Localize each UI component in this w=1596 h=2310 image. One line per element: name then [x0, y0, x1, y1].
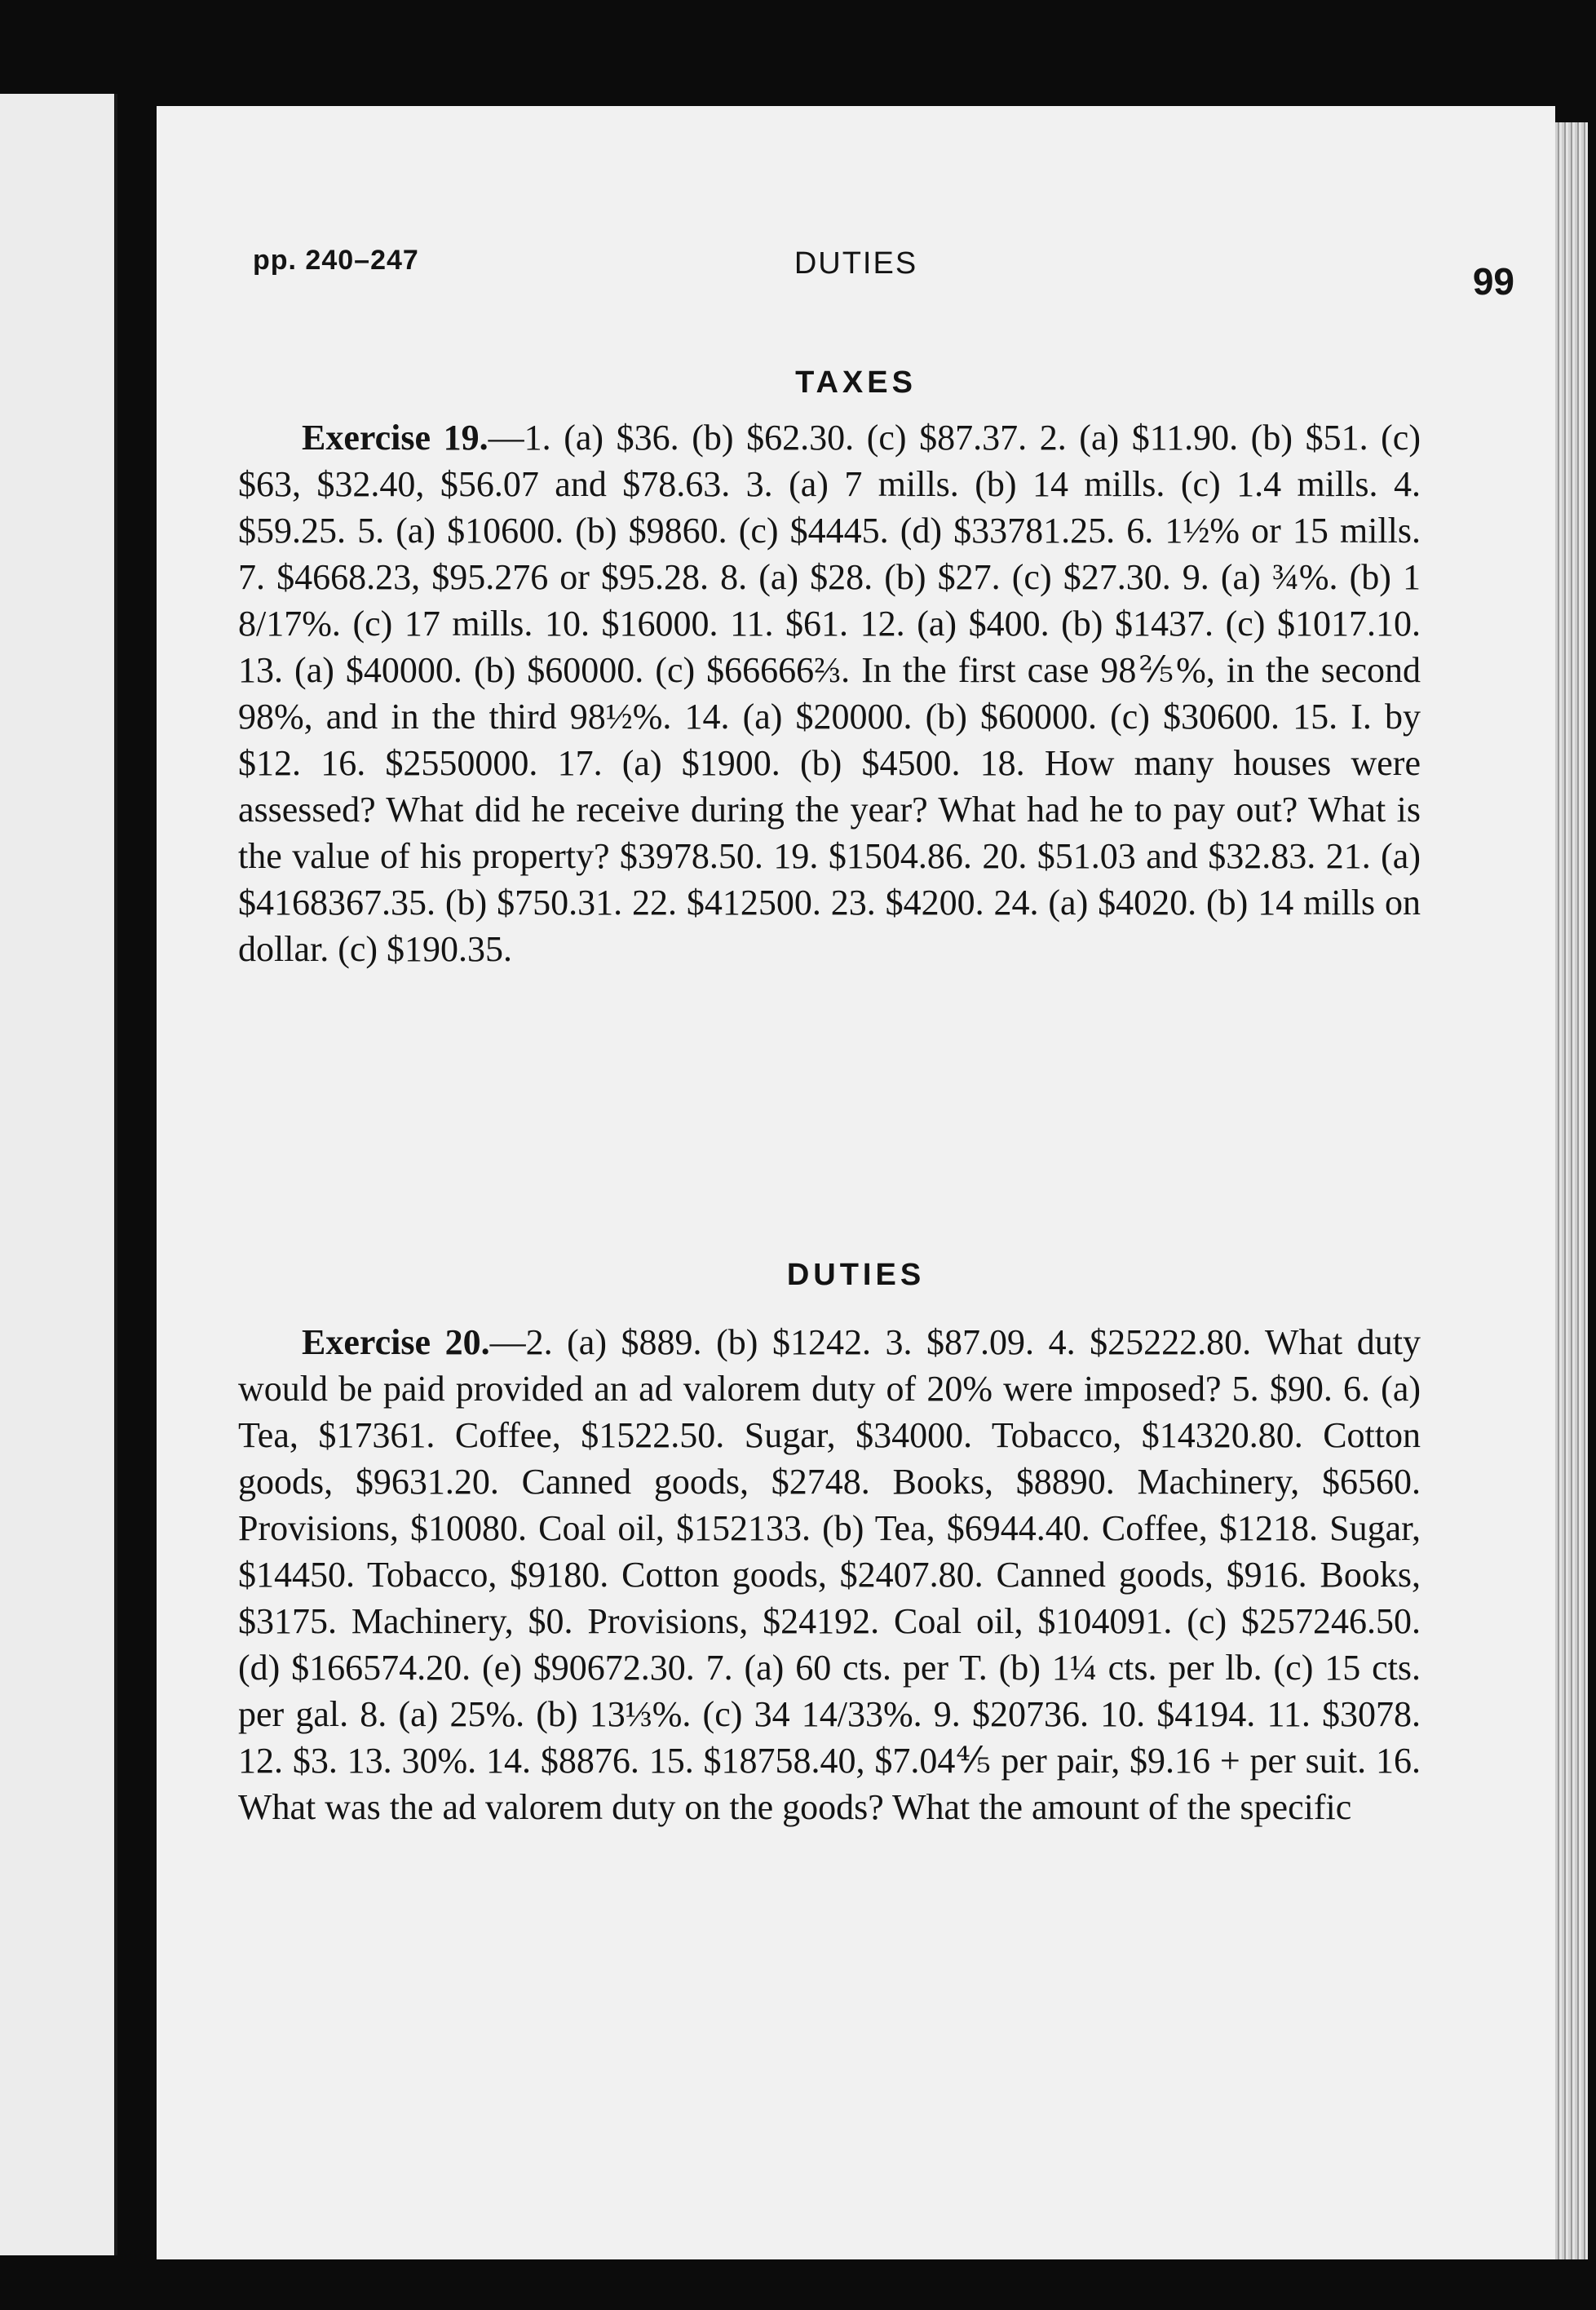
facing-page — [0, 94, 117, 2255]
page-number: 99 — [1472, 260, 1514, 303]
exercise-20-answers — [238, 1319, 1421, 1830]
page-edge — [1555, 122, 1588, 2259]
book-page — [157, 106, 1555, 2259]
exercise-text: —2. (a) $889. (b) $1242. 3. $87.09. 4. $25222.80. What duty would be paid provided an ad valorem duty of 20% were imposed? 5. $90. 6. (a) Tea, $17361. Coffee, $1522.50. Sugar, $34000. Tobacco, $14320.80. Cotton goods, $9631.20. Canned goods, $2748. Books, $8890. Machinery, $6560. Provisions, $10080. Coal oil, $152133. (b) Tea, $6944.40. Coffee, $1218. Sugar, $14450. Tobacco, $9180. Cotton goods, $2407.80. Canned goods, $916. Books, $3175. Machinery, $0. Provisions, $24192. Coal oil, $104091. (c) $257246.50. (d) $166574.20. (e) $90672.30. 7. (a) 60 cts. per T. (b) 1¼ cts. per lb. (c) 15 cts. per gal. 8. (a) 25%. (b) 13⅓%. (c) 34 14/33%. 9. $20736. 10. $4194. 11. $3078. 12. $3. 13. 30%. 14. $8876. 15. $18758.40, $7.04⅘ per pair, $9.16 + per suit. 16. What was the ad valorem duty on the goods? What the amount of the specific — [238, 1322, 1421, 1827]
running-title: DUTIES — [794, 246, 918, 281]
exercise-text: —1. (a) $36. (b) $62.30. (c) $87.37. 2. (a) $11.90. (b) $51. (c) $63, $32.40, $56.07 and $78.63. 3. (a) 7 mills. (b) 14 mills. (c) 1.4 mills. 4. $59.25. 5. (a) $10600. (b) $9860. (c) $4445. (d) $33781.25. 6. 1½% or 15 mills. 7. $4668.23, $95.276 or $95.28. 8. (a) $28. (b) $27. (c) $27.30. 9. (a) ¾%. (b) 1 8/17%. (c) 17 mills. 10. $16000. 11. $61. 12. (a) $400. (b) $1437. (c) $1017.10. 13. (a) $40000. (b) $60000. (c) $66666⅔. In the first case 98⅖%, in the second 98%, and in the third 98½%. 14. (a) $20000. (b) $60000. (c) $30600. 15. I. by $12. 16. $2550000. 17. (a) $1900. (b) $4500. 18. How many houses were assessed? What did he receive during the year? What had he to pay out? What is the value of his property? $3978.50. 19. $1504.86. 20. $51.03 and $32.83. 21. (a) $4168367.35. (b) $750.31. 22. $412500. 23. $4200. 24. (a) $4020. (b) 14 mills on dollar. (c) $190.35. — [238, 418, 1421, 969]
page-range: pp. 240–247 — [253, 245, 419, 276]
exercise-label: Exercise 19. — [302, 418, 489, 458]
section-title-taxes: TAXES — [795, 365, 917, 400]
exercise-19-answers — [238, 414, 1421, 972]
section-title-duties: DUTIES — [786, 1258, 926, 1292]
page-header — [157, 245, 1555, 310]
exercise-label: Exercise 20. — [302, 1322, 490, 1362]
